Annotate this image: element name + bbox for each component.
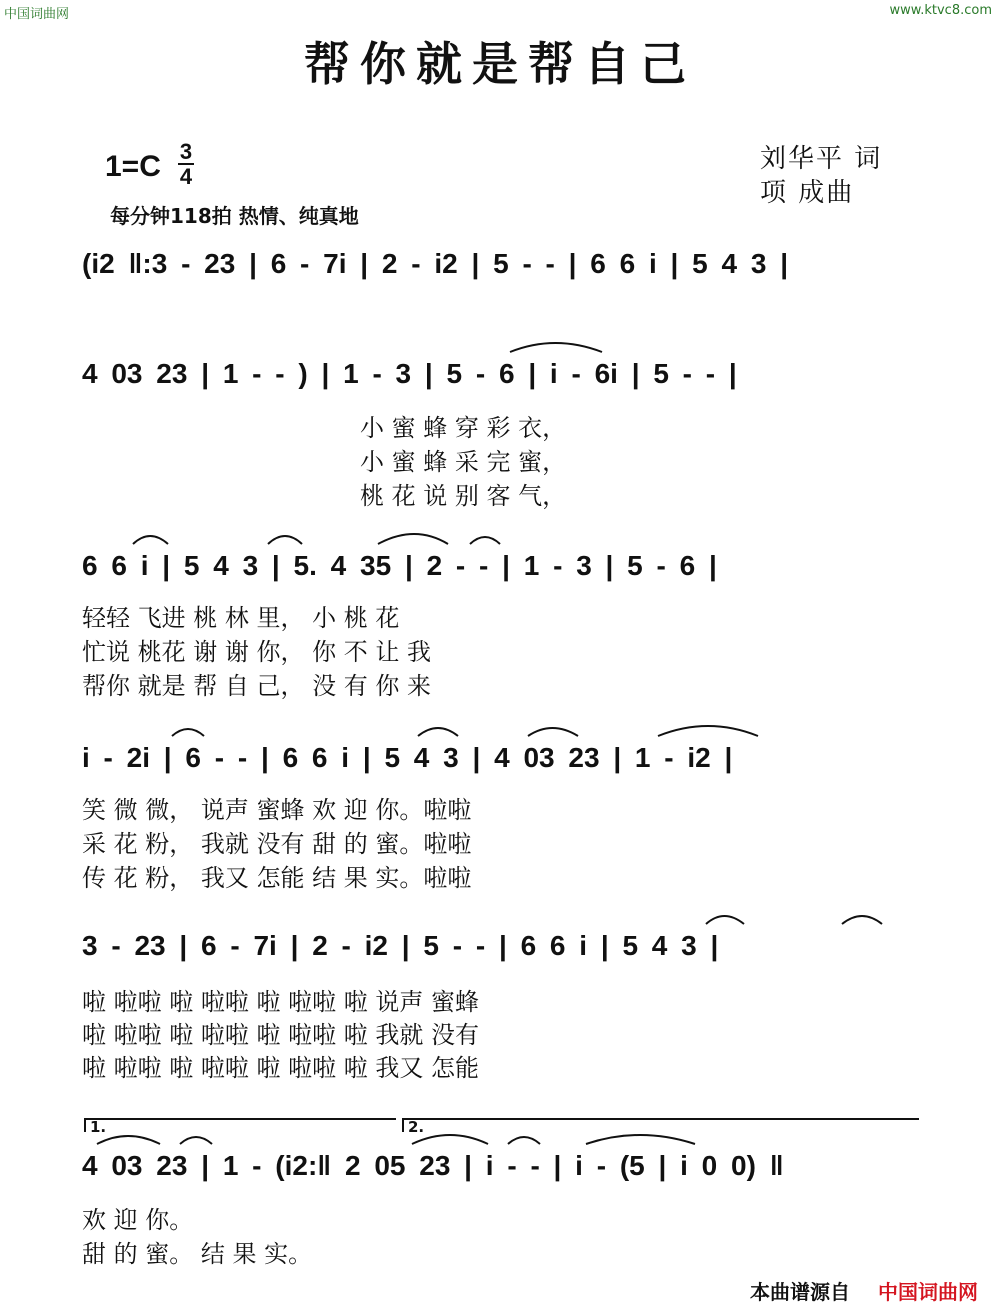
score-line-2: 4 03 23 | 1 - - ) | 1 - 3 | 5 - 6 | i - 6i | 5 - - | (82, 358, 737, 389)
lyric-line-3-verse-1: 轻轻 飞进 桃 林 里， 小 桃 花 (82, 604, 400, 632)
slur (842, 916, 882, 924)
slur (510, 343, 602, 352)
slur (172, 729, 204, 736)
ending-2-label: 2. (408, 1118, 425, 1136)
slur (586, 1135, 695, 1144)
score-line-6: 4 03 23 | 1 - (i2:‖ 2 05 23 | i - - | i - (5 | i 0 0) ‖ (82, 1150, 784, 1181)
score-line-4: i - 2i | 6 - - | 6 6 i | 5 4 3 | 4 03 23 | 1 - i2 | (82, 742, 733, 773)
composer-credit: 项 成曲 (760, 178, 855, 208)
tempo-marking: 每分钟118拍 热情、纯真地 (110, 204, 359, 228)
slur (378, 534, 448, 544)
lyric-line-5-verse-2: 啦 啦啦 啦 啦啦 啦 啦啦 啦 我就 没有 (82, 1021, 480, 1049)
score-line-3: 6 6 i | 5 4 3 | 5. 4 35 | 2 - - | 1 - 3 | 5 - 6 | (82, 550, 717, 581)
watermark-right: www.ktvc8.com (889, 3, 992, 18)
slur (470, 537, 500, 544)
slur (412, 1135, 488, 1144)
lyric-line-5-verse-1: 啦 啦啦 啦 啦啦 啦 啦啦 啦 说声 蜜蜂 (82, 988, 480, 1016)
lyric-line-3-verse-3: 帮你 就是 帮 自 己， 没 有 你 来 (82, 672, 432, 700)
lyric-line-4-verse-3: 传 花 粉， 我又 怎能 结 果 实。啦啦 (82, 864, 472, 892)
lyricist-credit: 刘华平 词 (760, 144, 883, 174)
time-sig-top: 3 (179, 139, 193, 164)
lyric-line-6-verse-2: 甜 的 蜜。 结 果 实。 (82, 1240, 313, 1268)
lyric-line-4-verse-1: 笑 微 微， 说声 蜜蜂 欢 迎 你。啦啦 (82, 796, 472, 824)
lyric-line-2-verse-1: 小 蜜 蜂 穿 彩 衣， (360, 414, 567, 442)
footer-source-label: 本曲谱源自 (750, 1280, 850, 1304)
slur (97, 1136, 160, 1144)
slur (508, 1137, 540, 1144)
footer-site-name[interactable]: 中国词曲网 (878, 1280, 978, 1304)
time-sig-bottom: 4 (179, 164, 193, 189)
watermark-left: 中国词曲网 (4, 7, 70, 22)
lyric-line-2-verse-3: 桃 花 说 别 客 气， (360, 482, 567, 510)
slur (180, 1137, 212, 1144)
slur (528, 728, 578, 736)
score-line-5: 3 - 23 | 6 - 7i | 2 - i2 | 5 - - | 6 6 i | 5 4 3 | (82, 930, 719, 961)
lyric-line-2-verse-2: 小 蜜 蜂 采 完 蜜， (360, 448, 567, 476)
slur (658, 726, 758, 736)
slur (418, 728, 458, 736)
slur (133, 536, 168, 544)
lyric-line-3-verse-2: 忙说 桃花 谢 谢 你， 你 不 让 我 (82, 638, 432, 666)
ending-1-label: 1. (90, 1118, 107, 1136)
slur (268, 536, 302, 544)
lyric-line-5-verse-3: 啦 啦啦 啦 啦啦 啦 啦啦 啦 我又 怎能 (82, 1054, 480, 1082)
score-line-1: (i2 ‖:3 - 23 | 6 - 7i | 2 - i2 | 5 - - | 6 6 i | 5 4 3 | (82, 248, 789, 279)
lyric-line-4-verse-2: 采 花 粉， 我就 没有 甜 的 蜜。啦啦 (82, 830, 472, 858)
key-signature: 1=C (105, 150, 161, 183)
slur (706, 916, 744, 924)
song-title: 帮你就是帮自己 (304, 37, 696, 91)
lyric-line-6-verse-1: 欢 迎 你。 (82, 1206, 194, 1234)
